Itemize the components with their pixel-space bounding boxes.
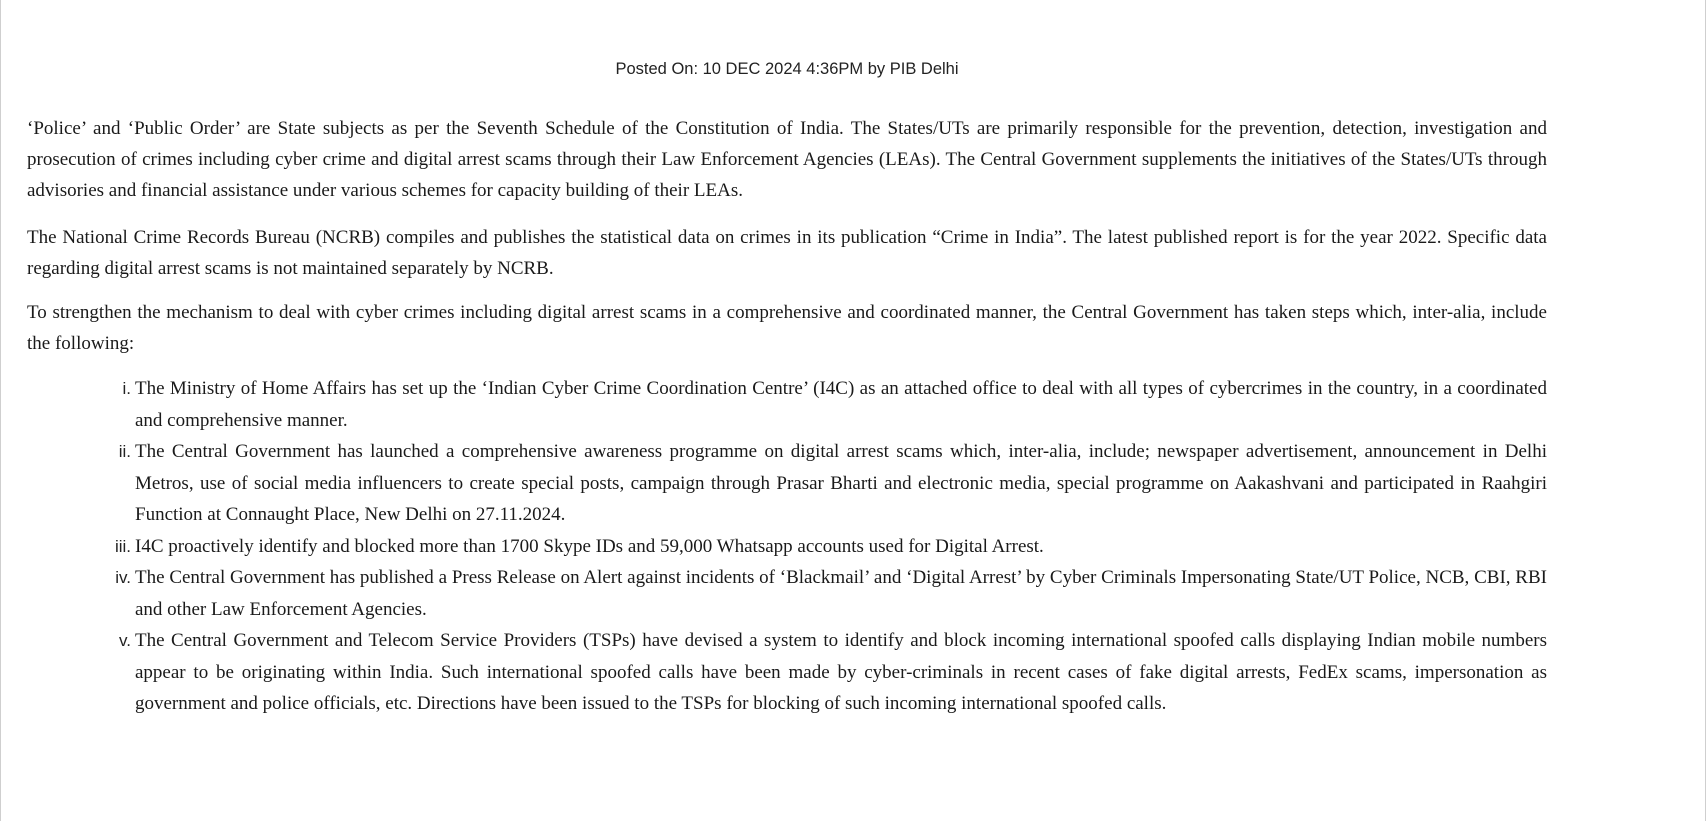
list-marker: v. [119, 631, 131, 650]
list-marker: iii. [114, 536, 131, 556]
list-item-text: The Central Government and Telecom Service Providers (TSPs) have devised a system to identify and block incoming international spoofed calls displaying Indian mobile numbers appear to be originating within India. Such international spoofed calls have been made by cyber-criminals in recent cases of fake digital arrests, FedEx scams, impersonation as government and police officials, etc. Directions have been issued to the TSPs for blocking of such incoming international spoofed calls. [135, 630, 1547, 714]
list-item-text: I4C proactively identify and blocked more than 1700 Skype IDs and 59,000 Whatsapp accounts used for Digital Arrest. [135, 535, 1044, 557]
list-item-text: The Central Government has published a Press Release on Alert against incidents of ‘Blackmail’ and ‘Digital Arrest’ by Cyber Criminals Impersonating State/UT Police, NCB, CBI, RBI and other Law Enforcement Agencies. [135, 567, 1547, 620]
list-item [27, 531, 1547, 563]
list-item [27, 436, 1547, 531]
list-item [27, 562, 1547, 625]
list-marker: iv. [115, 568, 131, 587]
steps-list [27, 373, 1547, 720]
posted-date-line: Posted On: 10 DEC 2024 4:36PM by PIB Delhi [615, 60, 959, 78]
list-item-text: The Ministry of Home Affairs has set up the ‘Indian Cyber Crime Coordination Centre’ (I4C) as an attached office to deal with all types of cybercrimes in the country, in a coordinated and comprehensive manner. [135, 378, 1547, 431]
list-item [27, 373, 1547, 436]
paragraph-steps-intro: To strengthen the mechanism to deal with cyber crimes including digital arrest scams in a comprehensive and coordinated manner, the Central Government has taken steps which, inter-alia, include the following: [27, 302, 1547, 354]
list-marker: i. [122, 379, 131, 398]
list-marker: ii. [118, 442, 131, 461]
list-item [27, 625, 1547, 720]
list-item-text: The Central Government has launched a comprehensive awareness programme on digital arrest scams which, inter-alia, include; newspaper advertisement, announcement in Delhi Metros, use of social media influencers to create special posts, campaign through Prasar Bharti and electronic media, special programme on Aakashvani and participated in Raahgiri Function at Connaught Place, New Delhi on 27.11.2024. [135, 441, 1547, 525]
paragraph-ncrb-data: The National Crime Records Bureau (NCRB) compiles and publishes the statistical data on crimes in its publication “Crime in India”. The latest published report is for the year 2022. Specific data regarding digital arrest scams is not maintained separately by NCRB. [27, 227, 1547, 279]
paragraph-police-public-order: ‘Police’ and ‘Public Order’ are State subjects as per the Seventh Schedule of the Constitution of India. The States/UTs are primarily responsible for the prevention, detection, investigation and prosecution of crimes including cyber crime and digital arrest scams through their Law Enforcement Agencies (LEAs). The Central Government supplements the initiatives of the States/UTs through advisories and financial assistance under various schemes for capacity building of their LEAs. [27, 118, 1547, 201]
